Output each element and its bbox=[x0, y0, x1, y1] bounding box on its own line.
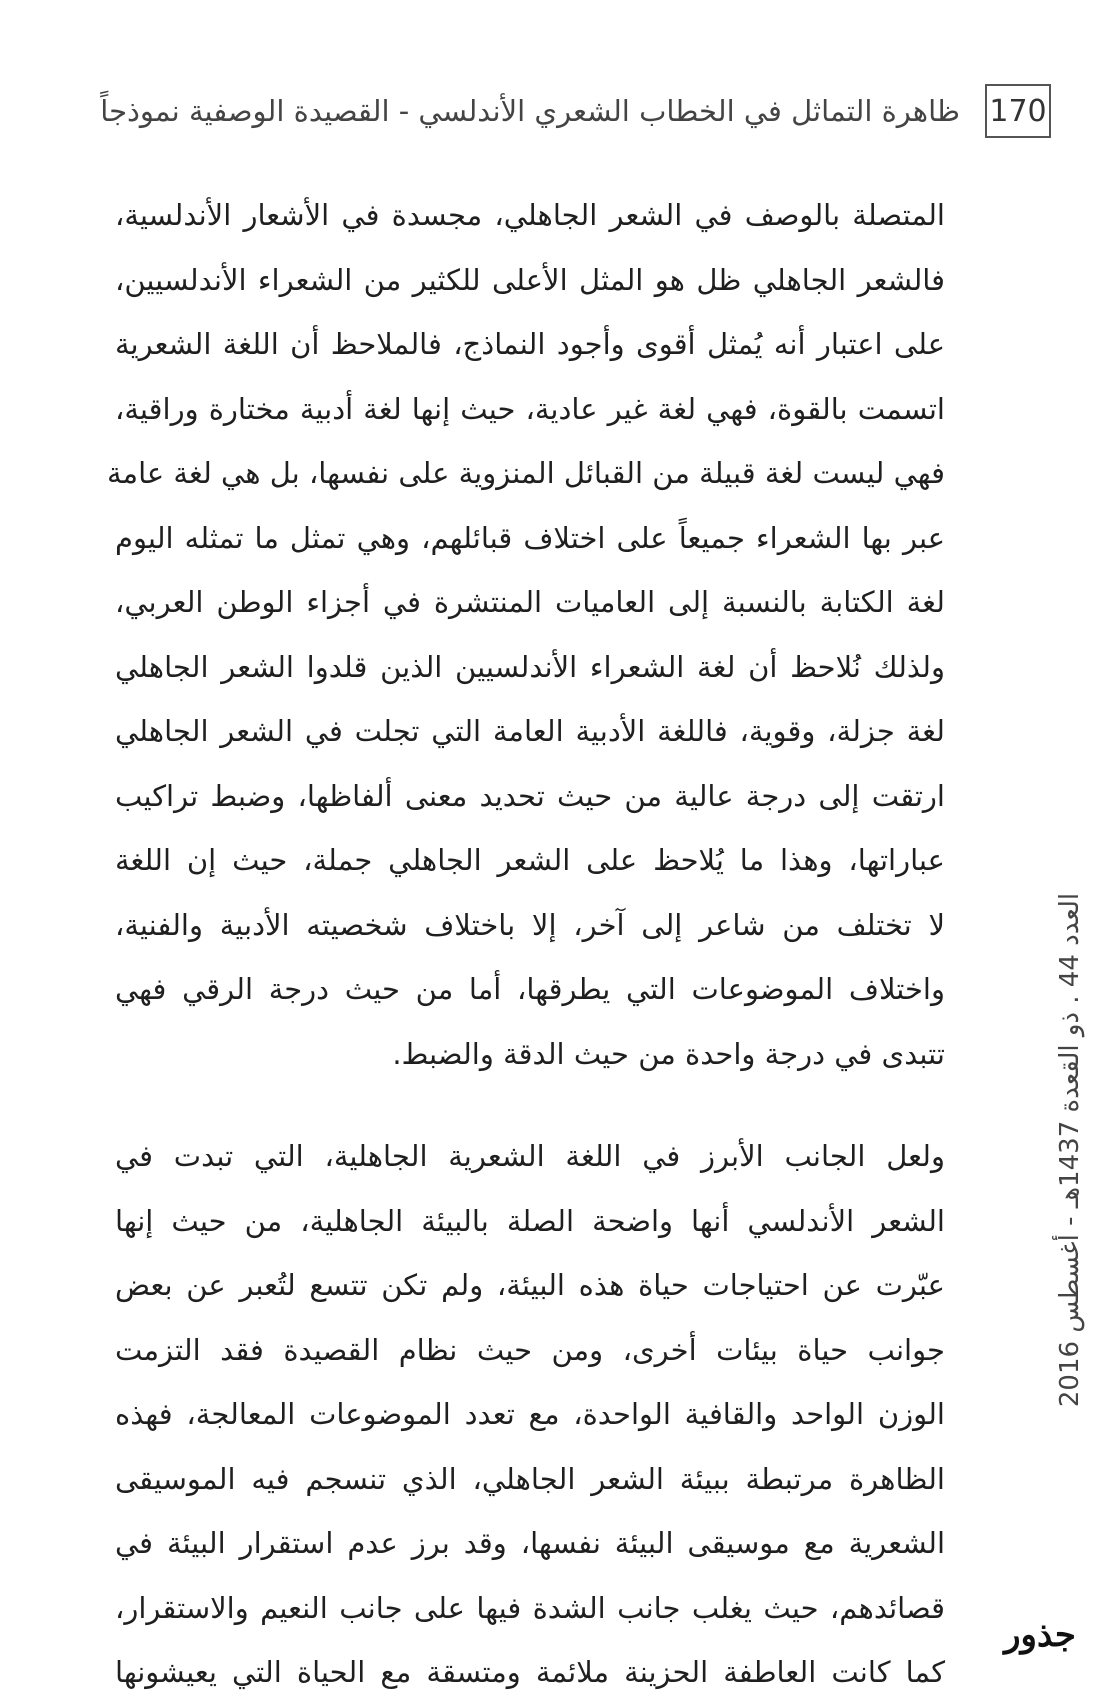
running-header-title: ظاهرة التماثل في الخطاب الشعري الأندلسي - القصيدة الوصفية نموذجاً bbox=[100, 94, 960, 128]
text-line: لغة الكتابة بالنسبة إلى العاميات المنتشرة في أجزاء الوطن العربي، bbox=[115, 585, 945, 619]
journal-logo: جذور bbox=[1004, 1615, 1076, 1655]
text-line: الوزن الواحد والقافية الواحدة، مع تعدد الموضوعات المعالجة، فهذه bbox=[115, 1397, 945, 1431]
text-line: كما كانت العاطفة الحزينة ملائمة ومتسقة مع الحياة التي يعيشونها bbox=[115, 1655, 945, 1689]
text-line: قصائدهم، حيث يغلب جانب الشدة فيها على جانب النعيم والاستقرار، bbox=[115, 1590, 945, 1625]
text-line: جوانب حياة بيئات أخرى، ومن حيث نظام القصيدة فقد التزمت bbox=[115, 1332, 945, 1367]
text-line: عبّرت عن احتياجات حياة هذه البيئة، ولم تكن تتسع لتُعبر عن بعض bbox=[115, 1268, 945, 1302]
page-number: 170 bbox=[985, 84, 1051, 138]
article-body bbox=[106, 183, 945, 1705]
text-line: اتسمت بالقوة، فهي لغة غير عادية، حيث إنها لغة أدبية مختارة وراقية، bbox=[115, 391, 945, 426]
text-line: ارتقت إلى درجة عالية من حيث تحديد معنى ألفاظها، وضبط تراكيب bbox=[115, 778, 945, 813]
text-line: عبر بها الشعراء جميعاً على اختلاف قبائلهم، وهي تمثل ما تمثله اليوم bbox=[115, 520, 945, 555]
paragraph-gap bbox=[115, 1086, 945, 1124]
text-line: عباراتها، وهذا ما يُلاحظ على الشعر الجاهلي جملة، حيث إن اللغة bbox=[115, 843, 945, 877]
issue-info-vertical: العدد 44 . ذو القعدة 1437هـ - أغسطس 2016 bbox=[1055, 892, 1085, 1408]
text-line: فهي ليست لغة قبيلة من القبائل المنزوية على نفسها، بل هي لغة عامة bbox=[106, 456, 945, 490]
text-line: ولذلك نُلاحظ أن لغة الشعراء الأندلسيين الذين قلدوا الشعر الجاهلي bbox=[115, 649, 945, 684]
text-line: تتبدى في درجة واحدة من حيث الدقة والضبط. bbox=[392, 1036, 945, 1071]
text-line: لغة جزلة، وقوية، فاللغة الأدبية العامة التي تجلت في الشعر الجاهلي bbox=[115, 714, 945, 748]
text-line: لا تختلف من شاعر إلى آخر، إلا باختلاف شخصيته الأدبية والفنية، bbox=[115, 907, 945, 942]
text-line: المتصلة بالوصف في الشعر الجاهلي، مجسدة في الأشعار الأندلسية، bbox=[115, 198, 945, 232]
text-line: واختلاف الموضوعات التي يطرقها، أما من حيث درجة الرقي فهي bbox=[115, 972, 945, 1006]
text-line: فالشعر الجاهلي ظل هو المثل الأعلى للكثير من الشعراء الأندلسيين، bbox=[115, 262, 945, 297]
text-line: الظاهرة مرتبطة ببيئة الشعر الجاهلي، الذي تنسجم فيه الموسيقى bbox=[115, 1461, 945, 1496]
text-line: على اعتبار أنه يُمثل أقوى وأجود النماذج، فالملاحظ أن اللغة الشعرية bbox=[115, 327, 945, 361]
text-line: الشعر الأندلسي أنها واضحة الصلة بالبيئة الجاهلية، من حيث إنها bbox=[115, 1203, 945, 1238]
text-line: ولعل الجانب الأبرز في اللغة الشعرية الجاهلية، التي تبدت في bbox=[115, 1139, 945, 1173]
text-line: الشعرية مع موسيقى البيئة نفسها، وقد برز عدم استقرار البيئة في bbox=[115, 1526, 945, 1560]
